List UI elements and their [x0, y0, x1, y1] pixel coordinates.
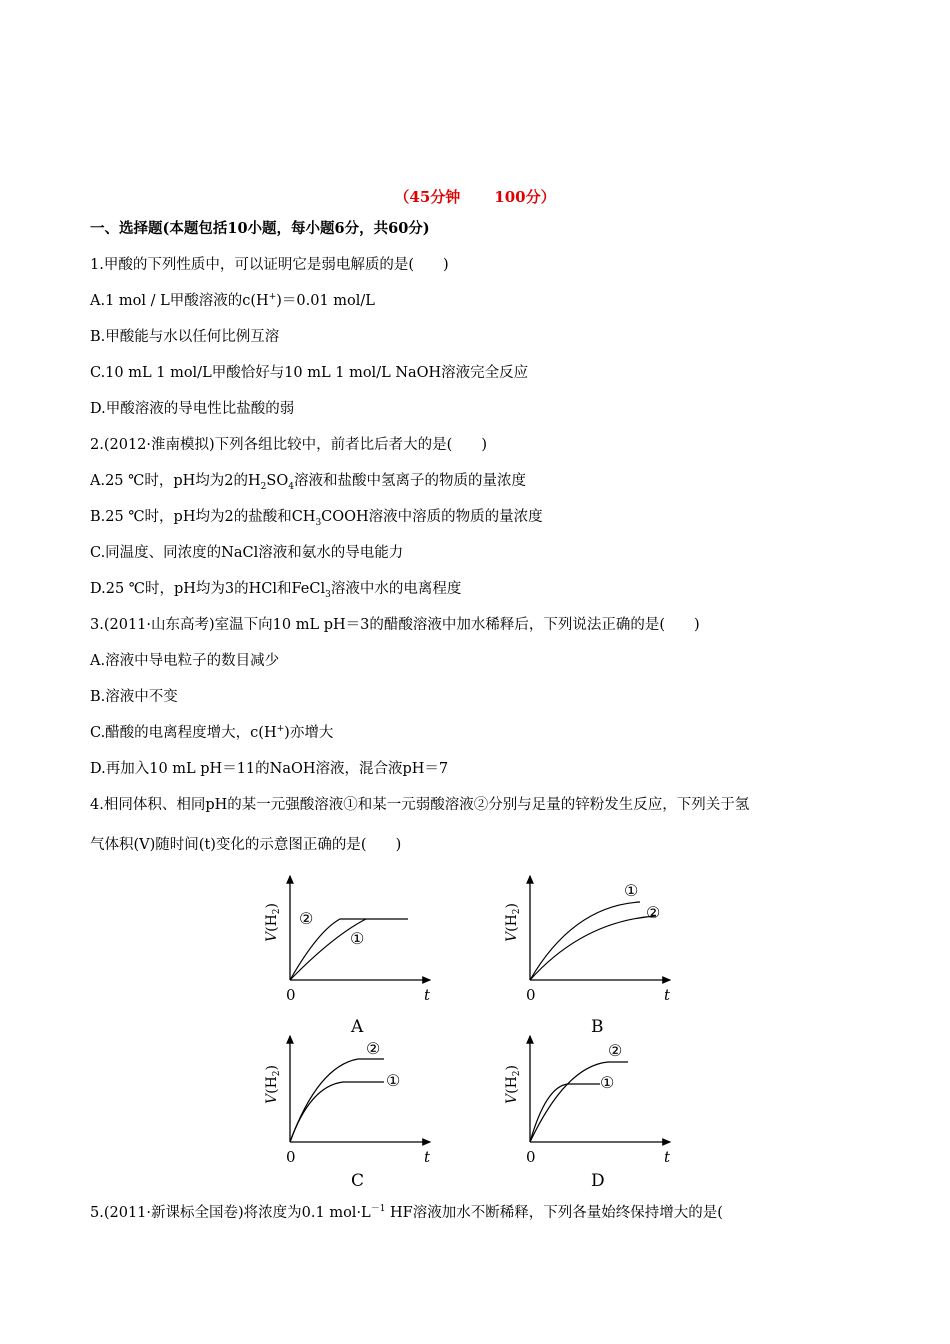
graph-c-mark-1: ① — [386, 1071, 401, 1090]
graph-a-origin: 0 — [286, 986, 296, 1004]
graph-c-curve-1 — [290, 1082, 384, 1142]
graph-d — [504, 1036, 671, 1190]
section-title: 一、选择题(本题包括10小题，每小题6分，共60分) — [90, 220, 430, 237]
graph-a-xlabel: t — [424, 986, 431, 1004]
graph-b-mark-1: ① — [624, 881, 639, 900]
graph-b-xlabel: t — [664, 986, 671, 1004]
q1-option-c: C.10 mL 1 mol/L甲酸恰好与10 mL 1 mol/L NaOH溶液完全反应 — [90, 365, 529, 381]
graph-d-mark-1: ① — [600, 1073, 615, 1092]
q1-option-d: D.甲酸溶液的导电性比盐酸的弱 — [90, 401, 295, 417]
graph-a-mark-1: ① — [350, 929, 365, 948]
graph-c-mark-2: ② — [366, 1039, 381, 1058]
q5-stem: 5.(2011·新课标全国卷)将浓度为0.1 $mol\cdot L^{-1}$ HF溶液加水不断稀释，下列各量始终保持增大的是( — [90, 1204, 723, 1221]
graph-b — [504, 876, 671, 1037]
exam-header — [0, 186, 950, 207]
graph-d-origin: 0 — [526, 1148, 536, 1166]
time-limit: （45分钟 — [394, 188, 461, 206]
q1-stem: 1.甲酸的下列性质中，可以证明它是弱电解质的是( ) — [90, 257, 449, 273]
graph-d-curve-1 — [530, 1084, 600, 1142]
q3-option-c: C.醋酸的电离程度增大，c(H+)亦增大 — [90, 724, 334, 741]
graph-a-label: A — [351, 1017, 364, 1037]
graph-b-label: B — [591, 1017, 604, 1037]
q4-graphs-figure — [260, 868, 700, 1190]
graph-a — [264, 876, 431, 1037]
graph-c-curve-2 — [290, 1059, 384, 1142]
q3-option-a: A.溶液中导电粒子的数目减少 — [90, 653, 280, 669]
graph-d-ylabel: $V(H_2)$ — [504, 1065, 522, 1104]
graph-d-xlabel: t — [664, 1148, 671, 1166]
q3-stem: 3.(2011·山东高考)室温下向10 mL pH＝3的醋酸溶液中加水稀释后，下列说法正确的是( ) — [90, 617, 700, 633]
q2-option-d: D.25 ℃时，pH均为3的HCl和FeCl$_3$溶液中水的电离程度 — [90, 581, 462, 600]
q2-option-c: C.同温度、同浓度的NaCl溶液和氨水的导电能力 — [90, 545, 404, 561]
graph-d-label: D — [591, 1171, 605, 1190]
graph-b-mark-2: ② — [646, 903, 661, 922]
graph-c-label: C — [351, 1171, 365, 1190]
graph-b-origin: 0 — [526, 986, 536, 1004]
graph-a-curve-2 — [290, 919, 408, 980]
q2-stem: 2.(2012·淮南模拟)下列各组比较中，前者比后者大的是( ) — [90, 437, 487, 453]
q1-option-b: B.甲酸能与水以任何比例互溶 — [90, 329, 280, 345]
q2-option-a: A.25 ℃时，pH均为2的$H_2SO_4$溶液和盐酸中氢离子的物质的量浓度 — [90, 473, 526, 492]
graph-c-origin: 0 — [286, 1148, 296, 1166]
graph-c-xlabel: t — [424, 1148, 431, 1166]
q3-option-b: B.溶液中不变 — [90, 689, 178, 705]
graph-a-mark-2: ② — [299, 909, 314, 928]
graph-a-ylabel: $V(H_2)$ — [264, 903, 282, 942]
graph-c — [264, 1036, 431, 1190]
q3-option-d: D.再加入10 mL pH＝11的NaOH溶液，混合液pH＝7 — [90, 761, 449, 777]
graph-b-curve-2 — [530, 916, 656, 980]
q4-stem-line1: 4.相同体积、相同pH的某一元强酸溶液①和某一元弱酸溶液②分别与足量的锌粉发生反应，下列关于氢 — [90, 797, 750, 813]
graph-b-ylabel: $V(H_2)$ — [504, 903, 522, 942]
q2-option-b: B.25 ℃时，pH均为2的盐酸和$CH_3COOH$溶液中溶质的物质的量浓度 — [90, 509, 543, 528]
q4-stem-line2: 气体积(V)随时间(t)变化的示意图正确的是( ) — [90, 837, 402, 853]
graph-c-ylabel: $V(H_2)$ — [264, 1065, 282, 1104]
graph-b-curve-1 — [530, 902, 640, 980]
graph-d-mark-2: ② — [608, 1041, 623, 1060]
q1-option-a: A.1 mol / L甲酸溶液的c(H+)＝0.01 mol/L — [90, 292, 375, 309]
total-score: 100分） — [494, 188, 556, 206]
